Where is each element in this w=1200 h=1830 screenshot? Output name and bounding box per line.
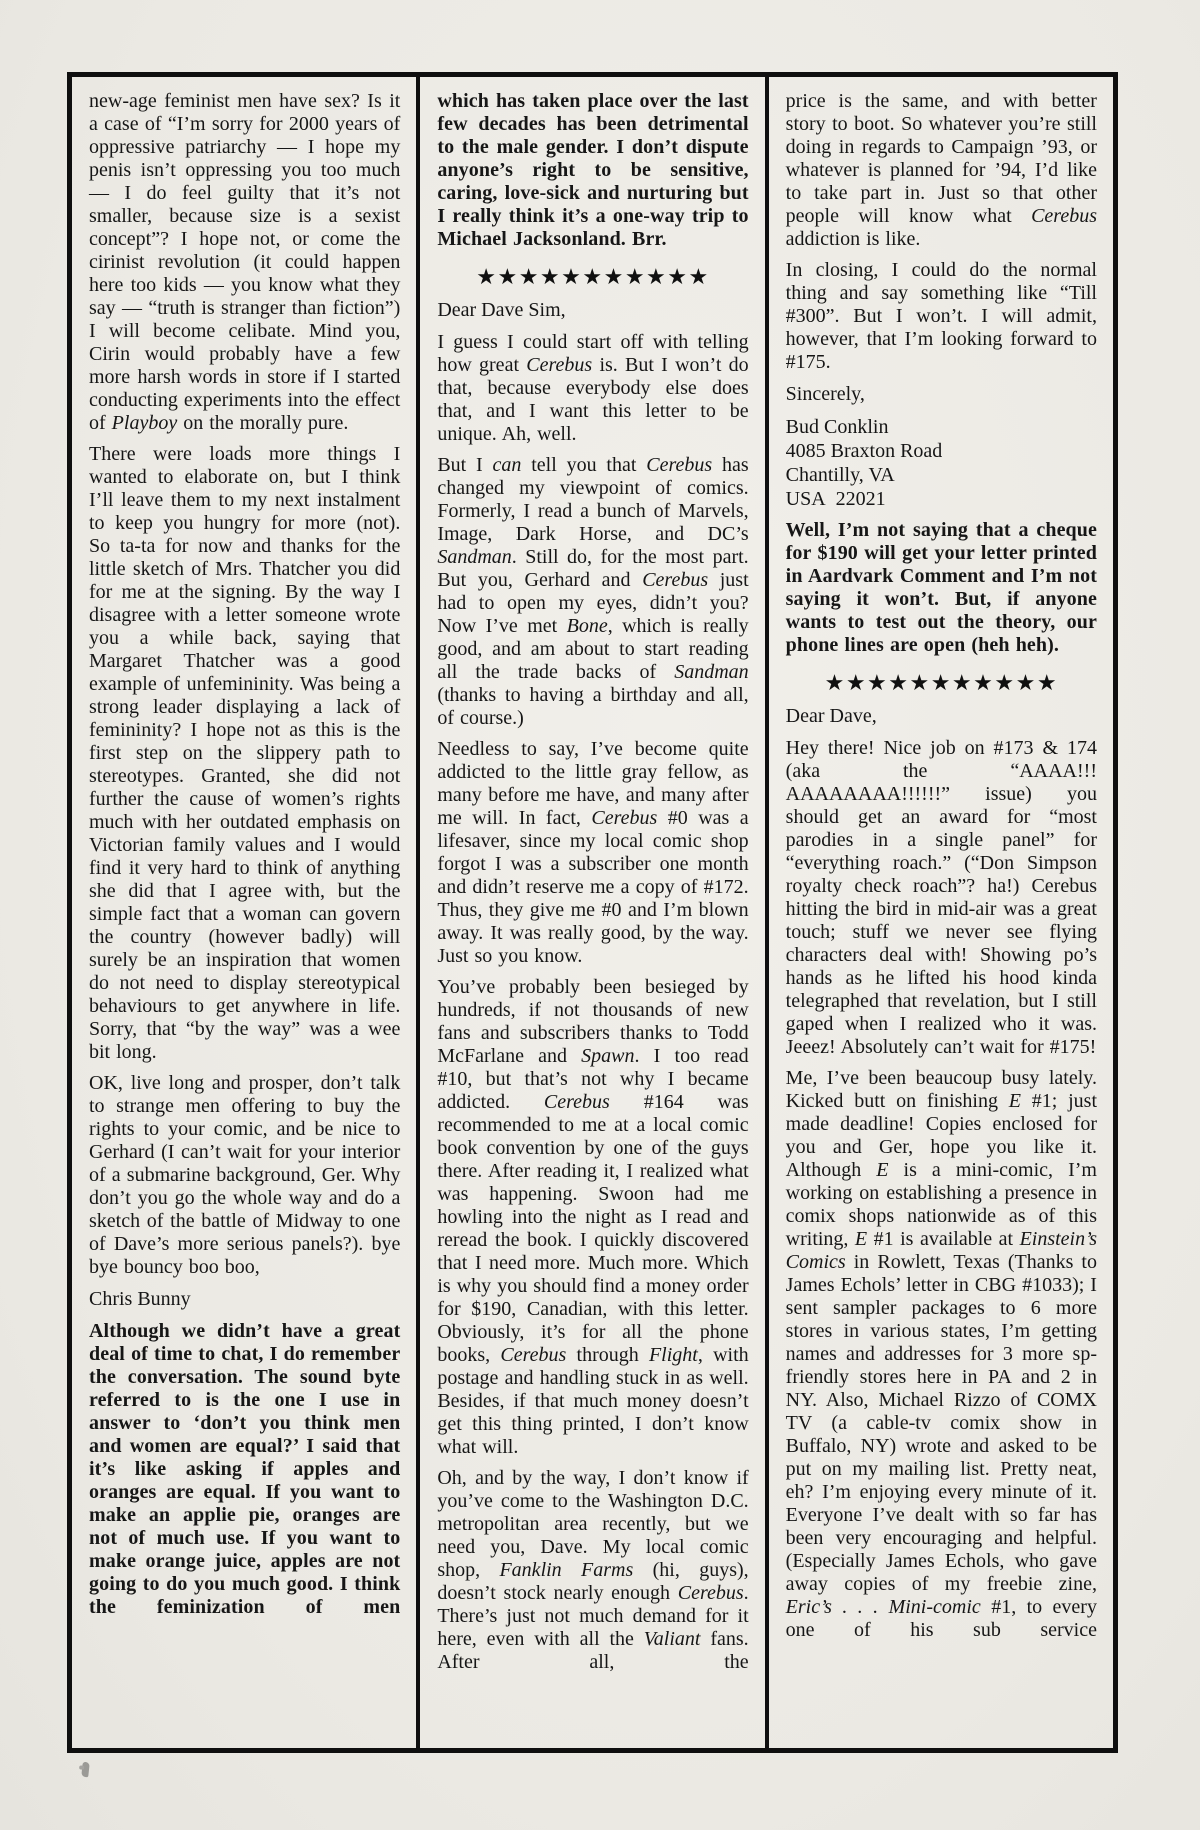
address-line: Bud Conklin xyxy=(785,416,889,438)
signature-line: Chris Bunny xyxy=(89,1288,191,1310)
address-line: 4085 Braxton Road xyxy=(785,440,943,462)
letter-paragraph: In closing, I could do the normal thing and say something like “Till #300”. But I won’t. I will admit, however, that I’m looking forward to #175. xyxy=(785,259,1097,373)
signature-line: Dear Dave, xyxy=(785,705,877,727)
signature-line: Dear Dave Sim, xyxy=(437,299,566,321)
letter-paragraph: Although we didn’t have a great deal of time to chat, I do remember the conversation. The sound byte referred to is the one I use in answer to ‘don’t you think men and women are equal?’ I said that it’s like asking if apples and oranges are equal. If you want to make an applie pie, oranges are not of much use. If you want to make orange juice, apples are not going to do you much good. I think the feminization of men xyxy=(89,1320,401,1618)
letter-paragraph: I guess I could start off with telling how great Cerebus is. But I won’t do that, because everybody else does that, and I want this letter to be unique. Ah, well. xyxy=(437,331,749,445)
signature-line: Sincerely, xyxy=(785,383,865,405)
letter-paragraph: which has taken place over the last few decades has been detrimental to the male gender. I don’t dispute anyone’s right to be sensitive, caring, love-sick and nurturing but I really think it’s a one-way trip to Michael Jacksonland. Brr. xyxy=(437,90,749,250)
letters-column-3 xyxy=(769,77,1113,1748)
letter-paragraph: There were loads more things I wanted to elaborate on, but I think I’ll leave them to my next instalment to keep you hungry for more (not). So ta-ta for now and thanks for the little sketch of Mrs. Thatcher you did for me at the signing. By the way I disagree with a letter someone wrote you a while back, saying that Margaret Thatcher was a good example of unfemininity. Was being a strong leader displaying a lack of femininity? I hope not as this is the first step on the slippery path to stereotypes. Granted, she did not further the cause of women’s rights much with her outdated emphasis on Victorian family values and I would find it very hard to think of anything she did that I agree with, but the simple fact that a woman can govern the country (however badly) will surely be an inspiration that women do not need to display stereotypical behaviours to get anywhere in life. Sorry, that “by the way” was a wee bit long. xyxy=(89,443,401,1063)
address-line: Chantilly, VA xyxy=(785,464,895,486)
letter-paragraph: OK, live long and prosper, don’t talk to strange men offering to buy the rights to your comic, and be nice to Gerhard (I can’t wait for your interior of a submarine background, Ger. Why don’t you go the whole way and do a sketch of the battle of Midway to one of Dave’s more serious panels?). bye bye bouncy boo boo, xyxy=(89,1072,401,1278)
letter-paragraph: Well, I’m not saying that a cheque for $190 will get your letter printed in Aardvark Comment and I’m not saying it won’t. But, if anyone wants to test out the theory, our phone lines are open (heh heh). xyxy=(785,519,1097,656)
sender-address xyxy=(786,415,1097,511)
letter-paragraph: Needless to say, I’ve become quite addicted to the little gray fellow, as many before me have, and many after me will. In fact, Cerebus #0 was a lifesaver, since my local comic shop forgot I was a subscriber one month and didn’t reserve me a copy of #172. Thus, they give me #0 and I’m blown away. It was really good, by the way. Just so you know. xyxy=(437,738,749,967)
letter-paragraph: price is the same, and with better story to boot. So whatever you’re still doing in regards to Campaign ’93, or whatever is planned for ’94, I’d like to take part in. Just so that other people will know what Cerebus addiction is like. xyxy=(785,90,1097,250)
letters-column-1 xyxy=(72,77,420,1748)
letter-paragraph: You’ve probably been besieged by hundreds, if not thousands of new fans and subscribers thanks to Todd McFarlane and Spawn. I too read #10, but that’s not why I became addicted. Cerebus #164 was recommended to me at a local comic book convention by one of the guys there. After reading it, I realized what was happening. Swoon had me howling into the night as I read and reread the book. I quickly discovered that I need more. Much more. Which is why you should find a money order for $190, Canadian, with this letter. Obviously, it’s for all the phone books, Cerebus through Flight, with postage and handling stuck in as well. Besides, if that much money doesn’t get this thing printed, I don’t know what will. xyxy=(437,976,749,1458)
letter-paragraph: new-age feminist men have sex? Is it a case of “I’m sorry for 2000 years of oppressive patriarchy — I hope my penis isn’t oppressing you too much — I do feel guilty that it’s not smaller, because size is a sexist concept”? I hope not, or come the cirinist revolution (it could happen here too kids — you know what they say — “truth is stranger than fiction”) I will become celibate. Mind you, Cirin would probably have a few more harsh words in store if I started conducting experiments into the effect of Playboy on the morally pure. xyxy=(89,90,401,434)
letter-paragraph: Oh, and by the way, I don’t know if you’ve come to the Washington D.C. metropolitan area recently, but we need you, Dave. My local comic shop, Fanklin Farms (hi, guys), doesn’t stock nearly enough Cerebus. There’s just not much demand for it here, even with all the Valiant fans. After all, the xyxy=(437,1467,749,1673)
star-divider: ★★★★★★★★★★★ xyxy=(824,670,1059,695)
letters-column-2 xyxy=(420,77,768,1748)
letter-paragraph: Hey there! Nice job on #173 & 174 (aka the “AAAA!!! AAAAAAAA!!!!!!” issue) you should get an award for “most parodies in a single panel” for “everything roach.” (“Don Simpson royalty check roach”? ha!) Cerebus hitting the bird in mid-air was a great touch; stuff we never see flying characters deal with! Showing po’s hands as he lifted his hood kinda telegraphed that revelation, but I still gaped when I realized who it was. Jeeez! Absolutely can’t wait for #175! xyxy=(785,737,1097,1058)
letters-page-border xyxy=(67,72,1118,1753)
star-divider: ★★★★★★★★★★★ xyxy=(476,264,710,289)
address-line: USA 22021 xyxy=(785,488,886,510)
letter-paragraph: But I can tell you that Cerebus has changed my viewpoint of comics. Formerly, I read a bunch of Marvels, Image, Dark Horse, and DC’s Sandman. Still do, for the most part. But you, Gerhard and Cerebus just had to open my eyes, didn’t you? Now I’ve met Bone, which is really good, and am about to start reading all the trade backs of Sandman (thanks to having a birthday and all, of course.) xyxy=(437,454,749,729)
scan-ink-artifact xyxy=(81,1762,90,1778)
letter-paragraph: Me, I’ve been beaucoup busy lately. Kicked butt on finishing E #1; just made deadline! Copies enclosed for you and Ger, hope you like it. Although E is a mini-comic, I’m working on establishing a presence in comix shops nationwide as of this writing, E #1 is available at Einstein’s Comics in Rowlett, Texas (Thanks to James Echols’ letter in CBG #1033); I sent sampler packages to 6 more stores in various states, I’m getting names and addresses for 3 more sp-friendly stores here in PA and 2 in NY. Also, Michael Rizzo of COMX TV (a cable-tv comix show in Buffalo, NY) wrote and asked to be put on my mailing list. Pretty neat, eh? I’m enjoying every minute of it. Everyone I’ve dealt with so far has been very encouraging and helpful. (Especially James Echols, who gave away copies of my freebie zine, Eric’s . . . Mini-comic #1, to every one of his sub service xyxy=(785,1067,1097,1641)
